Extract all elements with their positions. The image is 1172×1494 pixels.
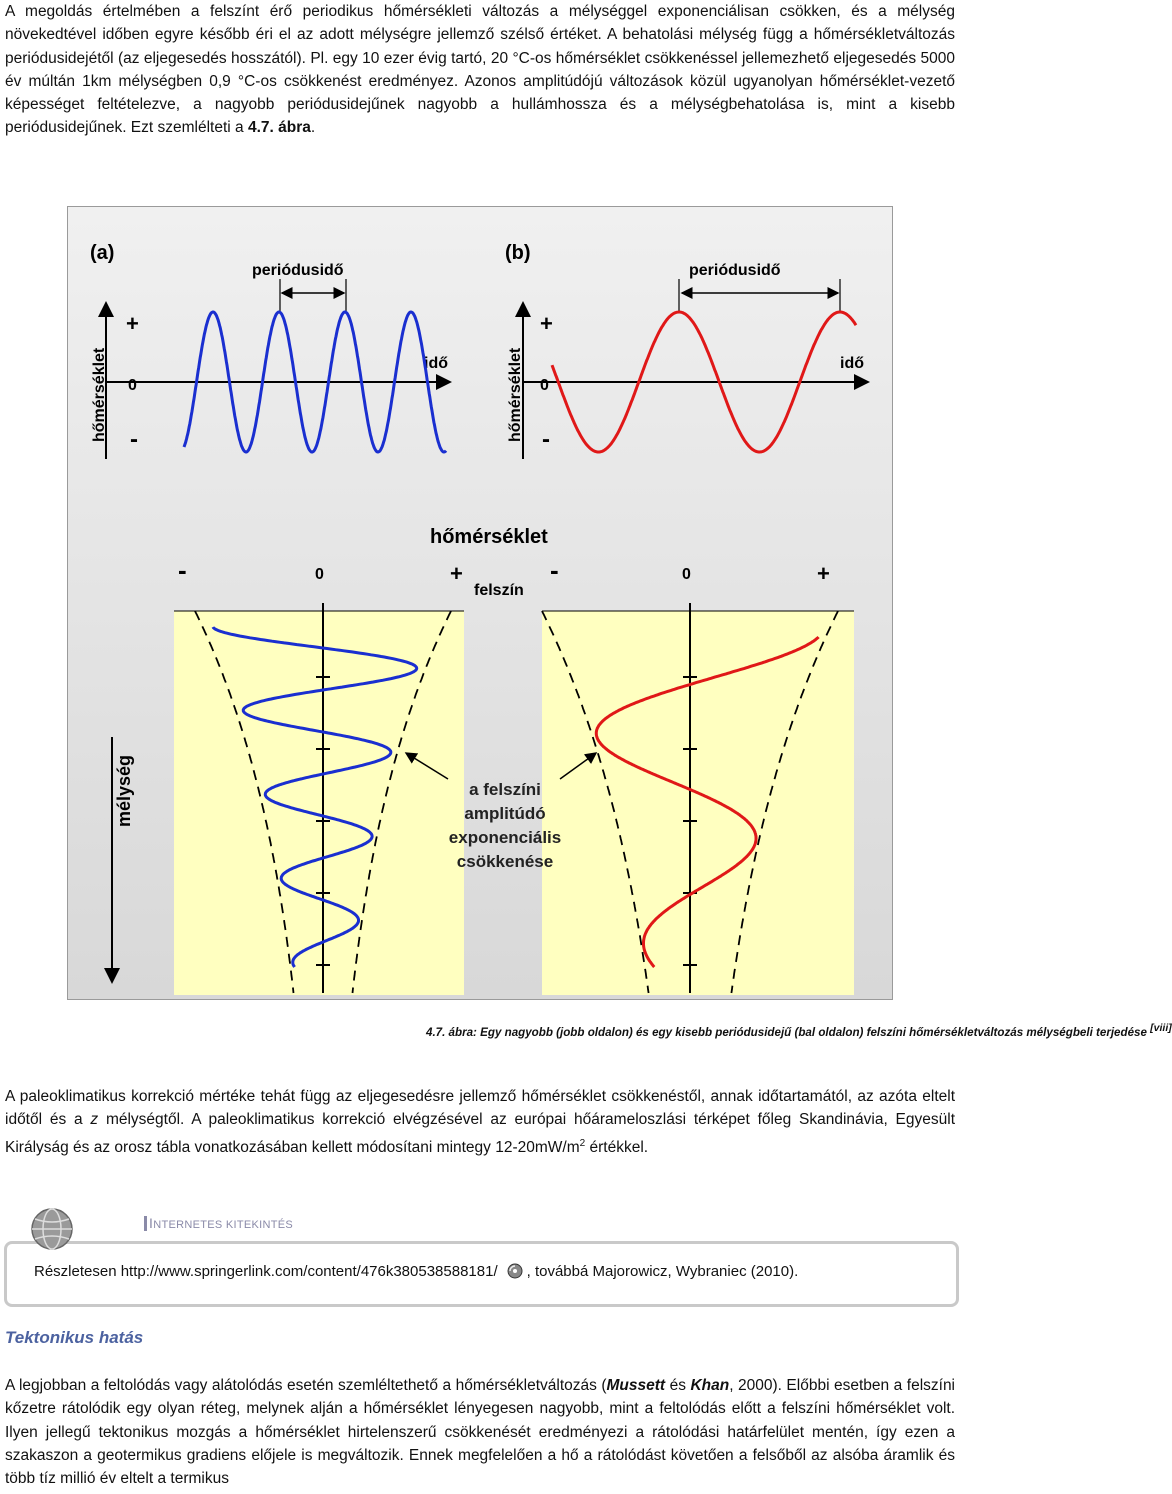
zero-b: 0 — [540, 377, 549, 394]
period-label-b: periódusidő — [689, 262, 781, 279]
figure-caption — [426, 1022, 1172, 1039]
surface-label: felszín — [474, 582, 524, 599]
zero-left-1: 0 — [315, 566, 324, 583]
p3-and: és — [665, 1377, 691, 1394]
annotation-line-4: csökkenése — [456, 852, 554, 871]
box-text — [34, 1263, 798, 1280]
time-label-b: idő — [840, 355, 864, 372]
minus-right-1: - — [550, 555, 559, 585]
annotation-line-2: amplitúdó — [464, 804, 546, 823]
p2-text-b: mélységtől. A paleoklimatikus korrekció elvégzésével az európai hőárameloszlási térképet főleg Skandinávia, Egyesült Királyság és az orosz tábla vonatkozásában kellett módosítani mintegy 12-20mW/m — [5, 1111, 956, 1156]
panel-b-label: (b) — [505, 242, 531, 264]
box-title-rest: NTERNETES KITEKINTÉS — [153, 1219, 294, 1231]
period-label-a: periódusidő — [252, 262, 344, 279]
globe-icon — [30, 1207, 74, 1251]
plus-a: + — [126, 311, 139, 336]
p3-text-b: , 2000). Előbbi esetben a felszíni kőzetre rátolódik egy olyan réteg, melynek alján a hőmérséklet lényegesen nagyobb, mint a feltolódás előtt a felszíni hőmérséklet volt. Ilyen jellegű tektonikus mozgás a hőmérséklet hirtelenszerű csökkenését eredményezi a rátolódási határfelület mentén, így ezen a szakaszon a geotermikus gradiens előjele is megváltozik. Ennek megfelelően a hő a rátolódást követően a felsőből az alsóba áramlik és több tíz millió év eltelt a termikus — [5, 1377, 956, 1488]
p2-text-a: A paleoklimatikus korrekció mértéke tehát függ az eljegesedésre jellemző hőmérséklet csökkenéstől, annak időtartamától, az azóta eltelt időtől és a — [5, 1088, 955, 1129]
time-label-a: idő — [424, 355, 448, 372]
panel-a-label: (a) — [90, 242, 115, 264]
caption-reference: [viii] — [1150, 1022, 1172, 1034]
p2-z-variable: z — [90, 1111, 99, 1129]
temp-axis-b: hőmérséklet — [507, 347, 524, 442]
zero-a: 0 — [128, 377, 137, 394]
intro-end: . — [310, 119, 316, 137]
depth-label: mélység — [114, 754, 134, 827]
intro-text: A megoldás értelmében a felszínt érő periodikus hőmérsékleti változás a mélységgel exponenciálisan csökken, és a mélység növekedtével időben egyre később éri el az adott mélységre jellemző szélső értéket. A behatolási mélység függ a hőmérsékletváltozás periódusidejétől (az eljegesedés hosszától). Pl. egy 10 ezer évig tartó, 20 °C-os hőmérséklet csökkenéssel jellemezhető eljegesedés 5000 év múltán 1km mélységben 0,9 °C-os csökkenést eredményez. Azonos amplitúdójú változások közül ugyanolyan hőmérséklet-vezető képességet feltételezve, a nagyobb periódusidejűnek nagyobb a hullámhossza és a mélységbehatolása is, mint a kisebb periódusidejűnek. Ezt szemlélteti a — [5, 3, 955, 137]
box-text-after: , továbbá Majorowicz, Wybraniec (2010). — [526, 1263, 799, 1280]
box-title — [144, 1215, 293, 1231]
ground-left — [174, 611, 464, 995]
plus-left-1: + — [450, 561, 463, 586]
annotation-line-1: a felszíni — [469, 780, 541, 799]
figure-4-7 — [67, 206, 893, 1000]
temp-axis-a: hőmérséklet — [91, 347, 108, 442]
figure-reference: 4.7. ábra — [247, 119, 311, 137]
bottom-temp-title: hőmérséklet — [430, 526, 548, 548]
section-heading: Tektonikus hatás — [5, 1328, 144, 1347]
author-khan: Khan — [690, 1377, 730, 1394]
minus-a: - — [130, 426, 138, 453]
p2-superscript: 2 — [579, 1137, 586, 1149]
paleoclimate-paragraph — [5, 1085, 955, 1159]
plus-right-1: + — [817, 561, 830, 586]
intro-paragraph — [5, 0, 955, 140]
minus-left-1: - — [178, 555, 187, 585]
box-title-initial: I — [149, 1215, 154, 1231]
springer-link[interactable]: Részletesen http://www.springerlink.com/content/476k380538588181/ — [34, 1263, 498, 1280]
minus-b: - — [542, 426, 550, 453]
plus-b: + — [540, 311, 553, 336]
ground-right — [542, 611, 854, 995]
tectonic-paragraph — [5, 1374, 955, 1490]
p3-text-a: A legjobban a feltolódás vagy alátolódás esetén szemléltethető a hőmérsékletváltozás ( — [5, 1377, 607, 1394]
author-mussett: Mussett — [606, 1377, 666, 1394]
internet-outlook-box — [4, 1205, 957, 1305]
figure-graphic — [68, 207, 892, 999]
annotation-line-3: exponenciális — [448, 828, 562, 847]
p2-text-c: értékkel. — [585, 1138, 649, 1156]
caption-text: 4.7. ábra: Egy nagyobb (jobb oldalon) és egy kisebb periódusidejű (bal oldalon) felszíni hőmérsékletváltozás mélységbeli terjedése — [426, 1025, 1151, 1039]
cd-icon[interactable] — [506, 1263, 524, 1279]
zero-right-1: 0 — [682, 566, 691, 583]
